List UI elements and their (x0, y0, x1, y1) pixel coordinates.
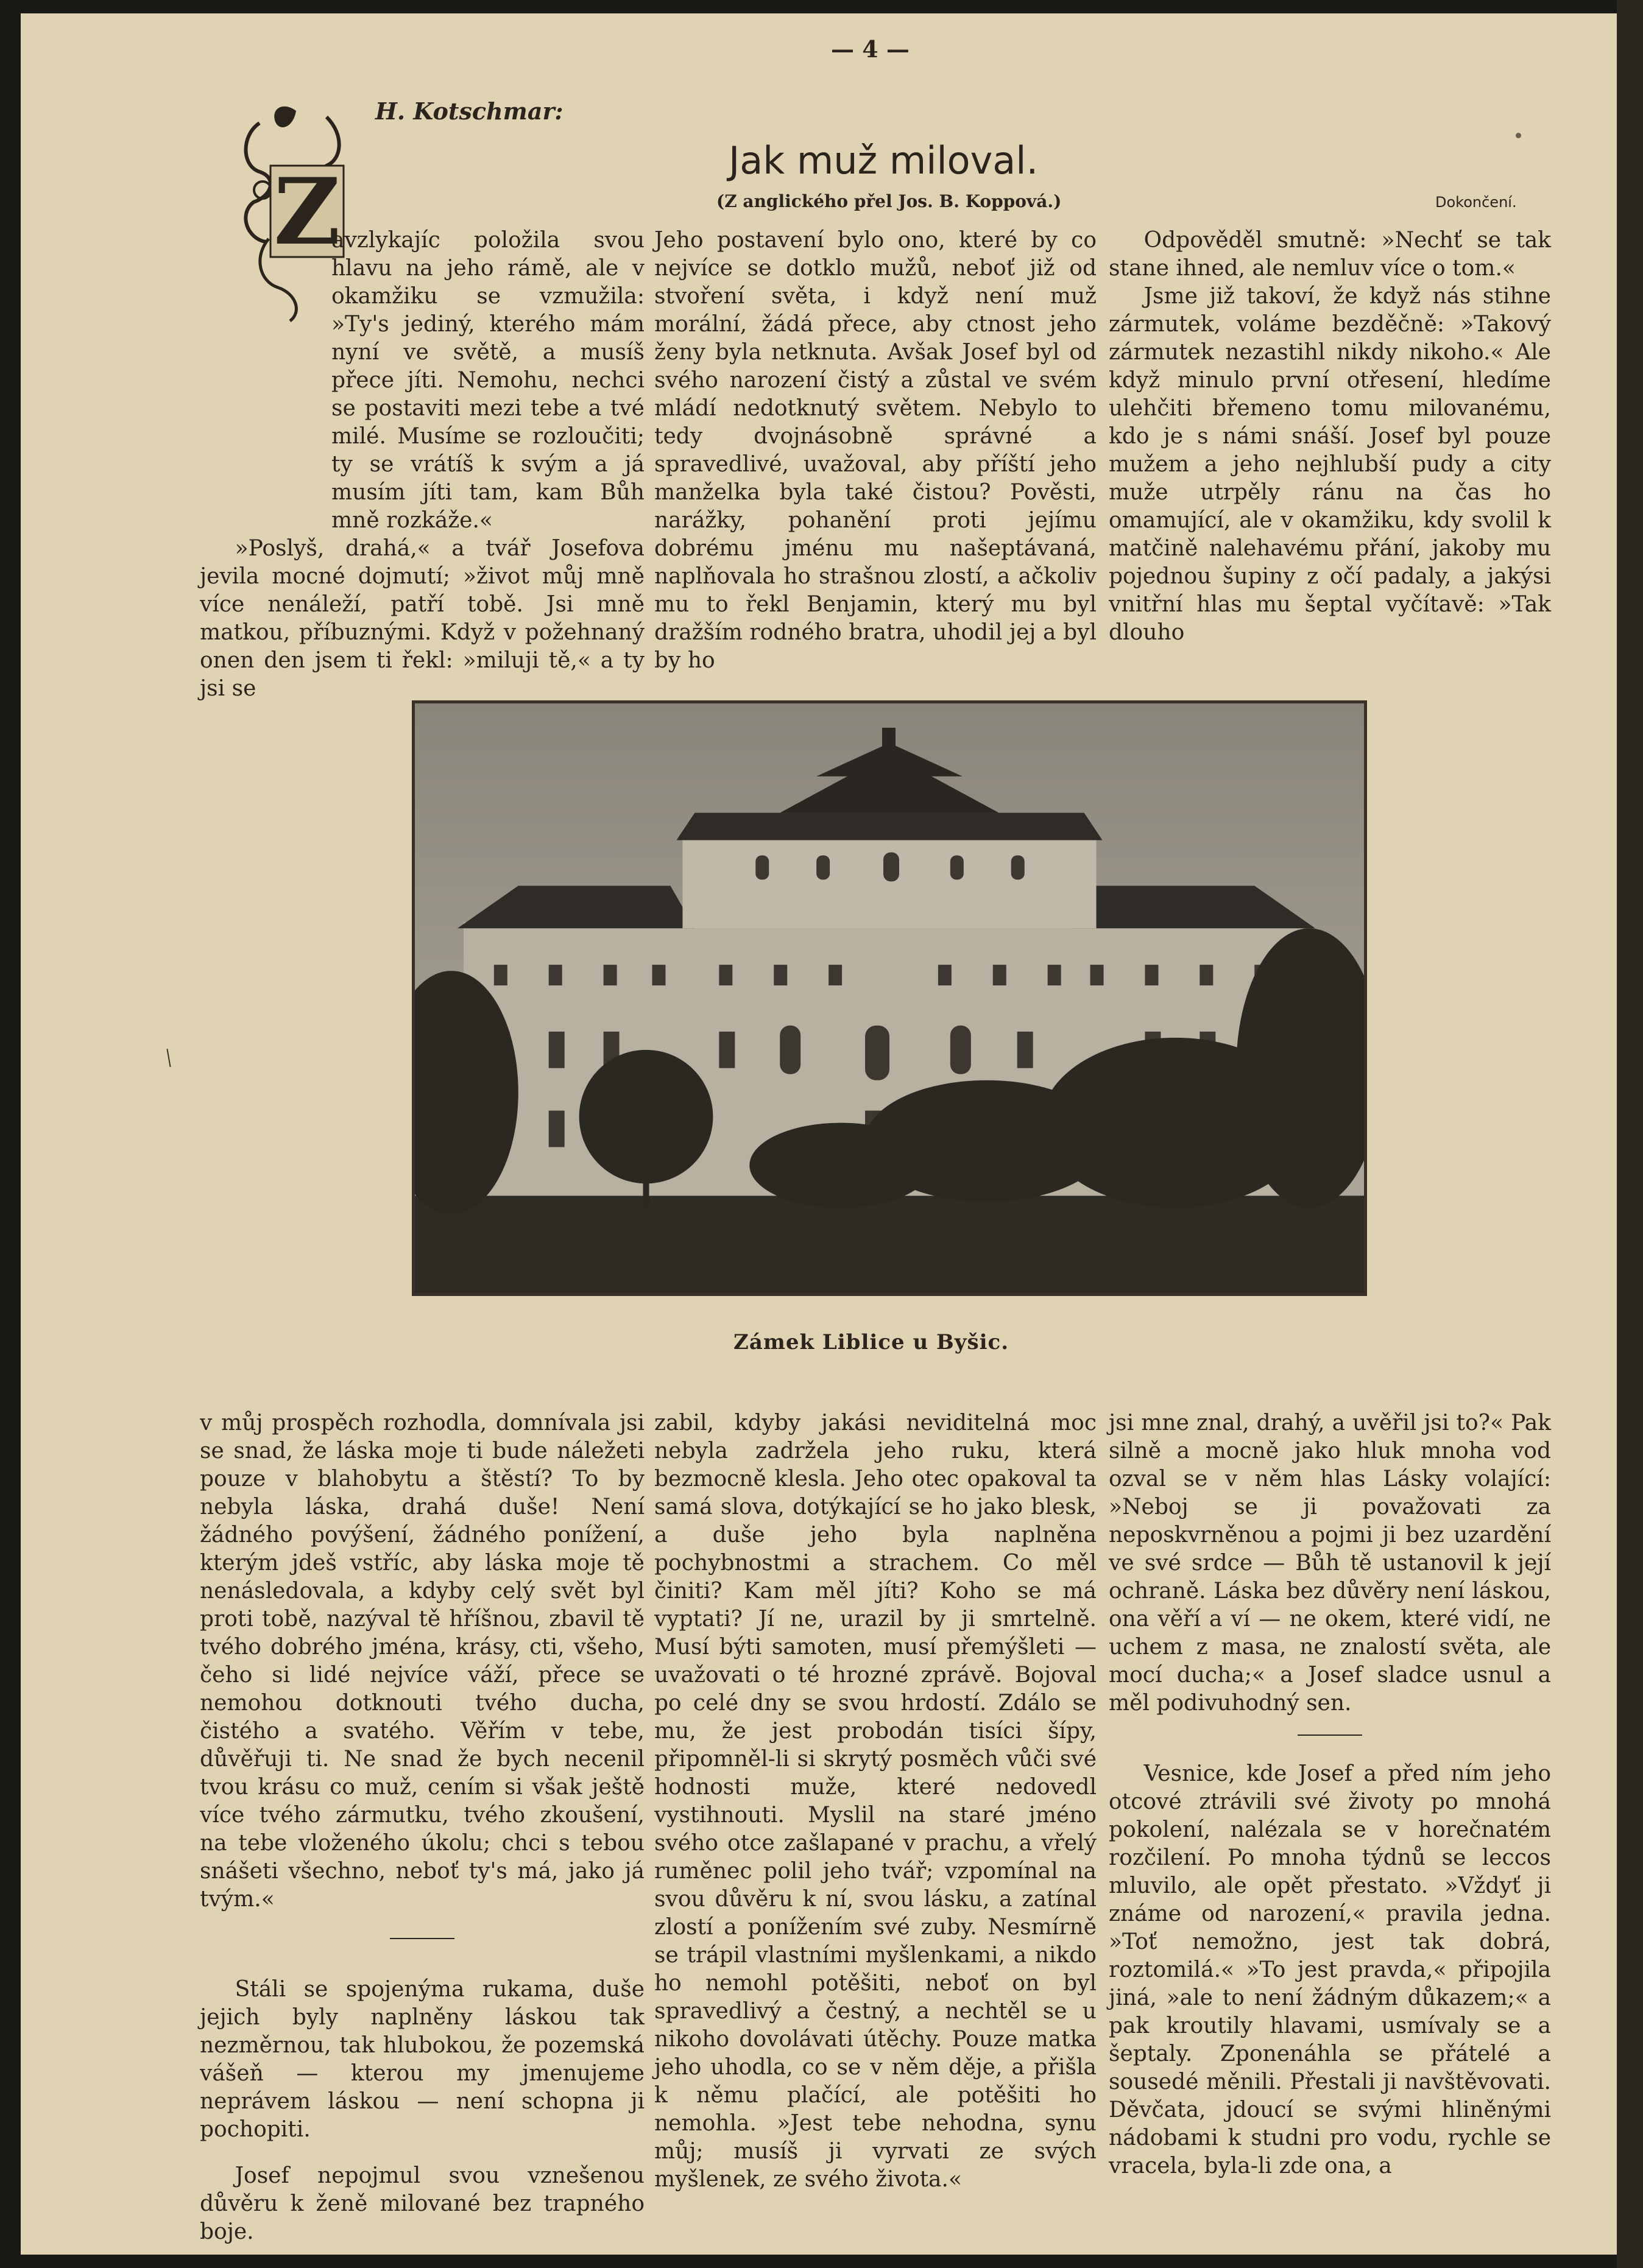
bottom-column-2 (654, 1409, 1097, 2194)
photo-caption: Zámek Liblice u Byšic. (733, 1330, 1009, 1354)
page-edge-dark (1617, 0, 1643, 2268)
article-author: H. Kotschmar: (375, 97, 564, 125)
bottom-col1-paragraph-3: Josef nepojmul svou vznešenou důvěru k ženě milované bez trapného boje. (200, 2163, 645, 2244)
bottom-col2-paragraph-1: zabil, kdyby jakási neviditelná moc nebyla zadržela jeho ruku, která bezmocně klesla. Jeho otec opakoval ta samá slova, dotýkající se ho jako blesk, a duše jeho byla naplněna pochybnostmi a strachem. Co měl činiti? Kam měl jíti? Koho se má vyptati? Jí ne, urazil by ji smrtelně. Musí býti samoten, musí přemýšleti — uvažovati o té hrozné zprávě. Bojoval po celé dny se svou hrdostí. Zdálo se mu, že jest probodán tisíci šípy, připomněl-li si skrytý posměch vůči své hodnosti muže, které nedovedl vystihnouti. Myslil na staré jméno svého otce zašlapané v prachu, a vřelý ruměnec polil jeho tvář; vzpomínal na svou důvěru k ní, svou lásku, a zatínal zlostí a ponížením své zuby. Nesmírně se trápil vlastními myšlenkami, a nikdo ho nemohl potěšiti, neboť on byl spravedlivý a čestný, a nechtěl se u nikoho dovolávati útěchy. Pouze matka jeho uhodla, co se v něm děje, a přišla k němu plačící, ale potěšiti ho nemohla. »Jest tebe nehodna, synu můj; musíš ji vyrvati ze svých myšlenek, ze svého života.« (654, 1410, 1097, 2192)
section-divider (1298, 1734, 1362, 1736)
magazine-page (21, 13, 1617, 2255)
section-divider (390, 1938, 454, 1939)
top-col1-paragraph-2: »Poslyš, drahá,« a tvář Josefova jevila mocné dojmutí; »život můj mně více nenáleží, patří tobě. Jsi mně matkou, příbuznými. Když v požehnaný onen den jsem ti řekl: »miluji tě,« a ty jsi se (200, 536, 645, 701)
top-column-1 (200, 227, 645, 703)
bottom-column-3 (1109, 1409, 1551, 2180)
bottom-col1-paragraph-1: v můj prospěch rozhodla, domnívala jsi se snad, že láska moje ti bude náležeti pouze v blahobytu a štěstí? To by nebyla láska, drahá duše! Není žádného povýšení, žádného ponížení, kterým jdeš vstříc, aby láska moje tě nenásledovala, a kdyby celý svět byl proti tobě, nazýval tě hříšnou, zbavil tě tvého dobrého jména, krásy, cti, všeho, čeho si lidé nejvíce váží, přece se nemohou dotknouti tvého ducha, čistého a svatého. Věřím v tebe, důvěřuji ti. Ne snad že bych necenil tvou krásu co muž, cením si však ještě více tvého zármutku, tvého zkoušení, na tebe vloženého úkolu; chci s tebou snášeti všechno, neboť ty's má, jako já tvým.« (200, 1410, 645, 1912)
ink-speck (1516, 133, 1521, 138)
top-col3-paragraph-1: Odpověděl smutně: »Nechť se tak stane ihned, ale nemluv více o tom.« (1109, 228, 1551, 281)
article-subtitle: (Z anglického přel Jos. B. Koppová.) (716, 191, 1062, 211)
top-col1-paragraph-1: avzlykajíc položila svou hlavu na jeho rámě, ale v okamžiku se vzmužila: »Ty's jediný, kterého mám nyní ve světě, a musíš přece jíti. Nemohu, nechci se postaviti mezi tebe a tvé milé. Musíme se rozloučiti; ty se vrátíš k svým a já musím jíti tam, kam Bůh mně rozkáže.« (331, 228, 645, 533)
bottom-col1-paragraph-2: Stáli se spojenýma rukama, duše jejich byly naplněny láskou tak nezměrnou, tak hlubokou, že pozemská vášeň — kterou my jmenujeme neprávem láskou — není schopna ji pochopiti. (200, 1977, 645, 2142)
top-column-3 (1109, 227, 1551, 647)
article-title: Jak muž miloval. (729, 138, 1039, 183)
bottom-col3-paragraph-1: jsi mne znal, drahý, a uvěřil jsi to?« Pak silně a mocně jako hluk mnoha vod ozval se v něm hlas Lásky volající: »Neboj se ji považovati za neposkvrněnou a pojmi ji bez uzardění ve své srdce — Bůh tě ustanovil k její ochraně. Láska bez důvěry není láskou, ona věří a ví — ne okem, které vidí, ne uchem z masa, ne znalostí světa, ale mocí ducha;« a Josef sladce usnul a měl podivuhodný sen. (1109, 1410, 1551, 1716)
bottom-column-1 (200, 1409, 645, 2246)
bottom-col3-paragraph-2: Vesnice, kde Josef a před ním jeho otcové ztrávili své životy po mnohá pokolení, nalézala se v horečnatém rozčilení. Po mnoha týdnů se leccos mluvilo, ale opět přestato. »Vždyť ji známe od narození,« pravila jedna. »Toť nemožno, jest tak dobrá, roztomilá.« »To jest pravda,« připojila jiná, »ale to není žádným důkazem;« a pak kroutily hlavami, usmívaly se a šeptaly. Zponenáhla se přátelé a sousedé měnili. Přestali ji navštěvovati. Děvčata, jdoucí se svými hliněnými nádobami k studni pro vodu, rychle se vracela, byla-li zde ona, a (1109, 1761, 1551, 2178)
page-number: — 4 — (831, 35, 910, 63)
margin-mark (166, 1049, 171, 1067)
drop-cap-letter: Z (274, 158, 341, 266)
top-col3-paragraph-2: Jsme již takoví, že když nás stihne zármutek, voláme bezděčně: »Takový zármutek nezastihl nikdy nikoho.« Ale když minulo první otřesení, hledíme ulehčiti břemeno tomu milovanému, kdo je s námi snáší. Josef byl pouze mužem a jeho nejhlubší pudy a city muže utrpěly ránu na čas ho omamující, ale v okamžiku, kdy svolil k matčině nalehavému přání, jakoby mu pojednou šupiny z očí padaly, a jakýsi vnitřní hlas mu šeptal vyčítavě: »Tak dlouho (1109, 284, 1551, 645)
photo-zamek-liblice (412, 700, 1367, 1296)
top-column-2 (654, 227, 1097, 675)
top-col2-paragraph-1: Jeho postavení bylo ono, které by co nejvíce se dotklo mužů, neboť již od stvoření světa, i když není muž morální, žádá přece, aby ctnost jeho ženy byla netknuta. Avšak Josef byl od svého narození čistý a zůstal ve svém mládí nedotknutý světem. Nebylo to tedy dvojnásobně správné a spravedlivé, uvažoval, aby příští jeho manželka byla také čistou? Pověsti, narážky, pohanění proti jejímu dobrému jménu mu našeptávaná, naplňovala ho strašnou zlostí, a ačkoliv mu to řekl Benjamin, který mu byl dražším rodného bratra, uhodil jej a byl by ho (654, 228, 1097, 673)
continuation-note: Dokončení. (1435, 194, 1517, 211)
